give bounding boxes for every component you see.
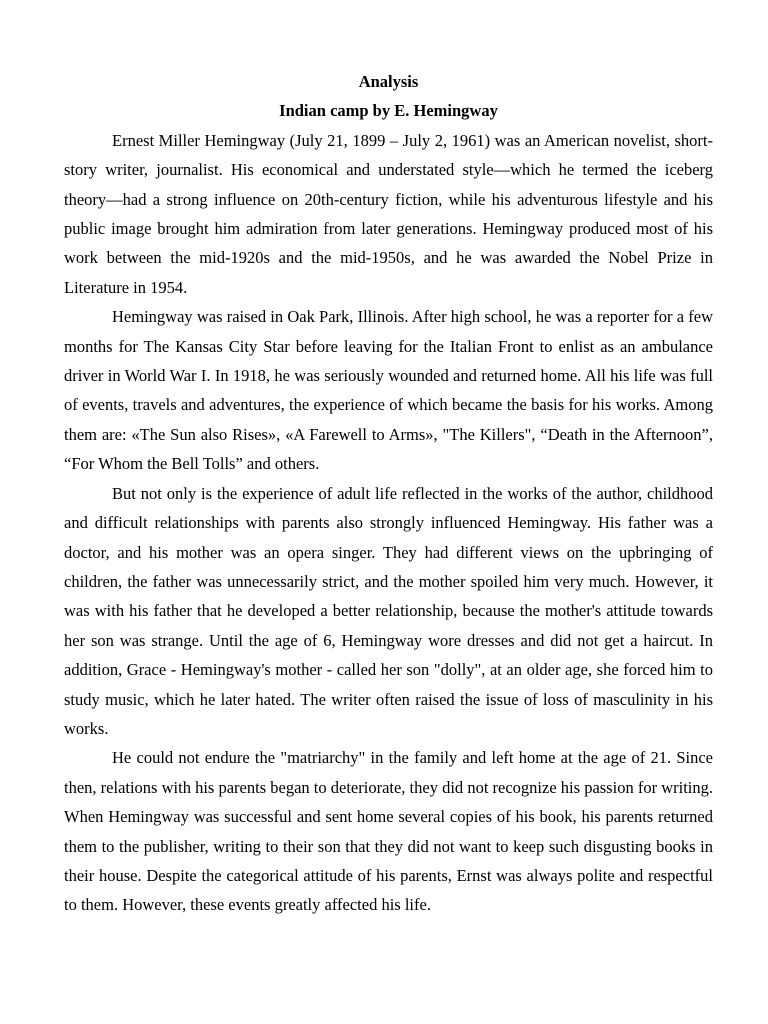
document-page: [64, 67, 713, 920]
paragraph-early-life: Hemingway was raised in Oak Park, Illinois. After high school, he was a reporter for a few months for The Kansas City Star before leaving for the Italian Front to enlist as an ambulance driver in World War I. In 1918, he was seriously wounded and returned home. All his life was full of events, travels and adventures, the experience of which became the basis for his works. Among them are: «The Sun also Rises», «A Farewell to Arms», "The Killers", “Death in the Afternoon”, “For Whom the Bell Tolls” and others.: [64, 307, 713, 474]
paragraph-biography: Ernest Miller Hemingway (July 21, 1899 – July 2, 1961) was an American novelist, short-story writer, journalist. His economical and understated style—which he termed the iceberg theory—had a strong influence on 20th-century fiction, while his adventurous lifestyle and his public image brought him admiration from later generations. Hemingway produced most of his work between the mid-1920s and the mid-1950s, and he was awarded the Nobel Prize in Literature in 1954.: [64, 130, 713, 297]
document-title: Analysis: [358, 72, 419, 91]
paragraph-family-relations: He could not endure the "matriarchy" in the family and left home at the age of 21. Since then, relations with his parents began to deteriorate, they did not recognize his passion for writing. When Hemingway was successful and sent home several copies of his book, his parents returned them to the publisher, writing to their son that they did not want to keep such disgusting books in their house. Despite the categorical attitude of his parents, Ernst was always polite and respectful to them. However, these events greatly affected his life.: [64, 748, 713, 915]
paragraph-childhood: But not only is the experience of adult life reflected in the works of the author, childhood and difficult relationships with parents also strongly influenced Hemingway. His father was a doctor, and his mother was an opera singer. They had different views on the upbringing of children, the father was unnecessarily strict, and the mother spoiled him very much. However, it was with his father that he developed a better relationship, because the mother's attitude towards her son was strange. Until the age of 6, Hemingway wore dresses and did not get a haircut. In addition, Grace - Hemingway's mother - called her son "dolly", at an older age, she forced him to study music, which he later hated. The writer often raised the issue of loss of masculinity in his works.: [64, 483, 713, 738]
document-subtitle: Indian camp by E. Hemingway: [279, 101, 498, 121]
